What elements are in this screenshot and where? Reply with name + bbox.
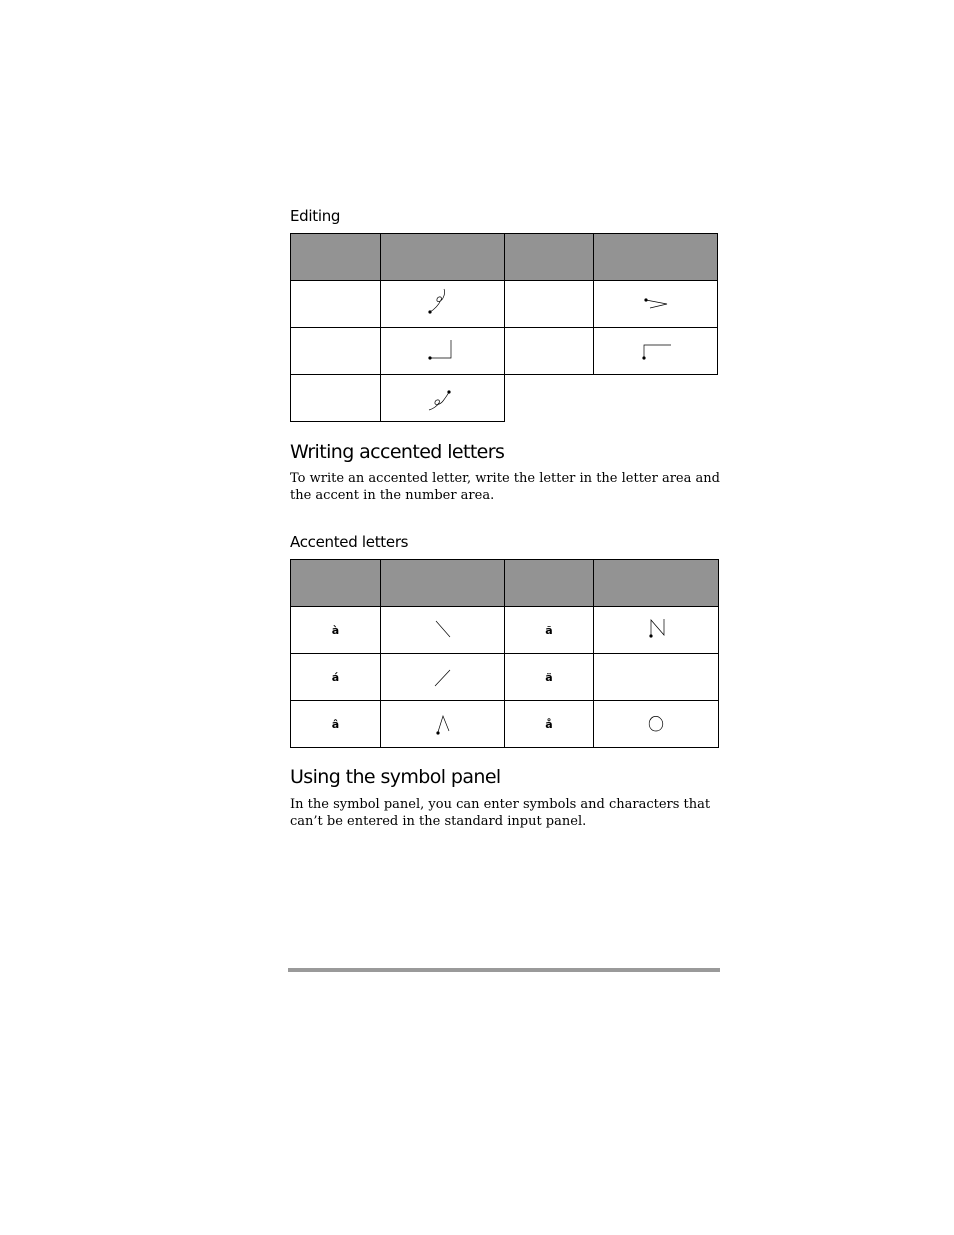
table-row — [291, 607, 719, 654]
accent-stroke-cell — [594, 701, 719, 748]
accented-header-row — [291, 560, 719, 607]
editing-header-cell — [594, 234, 718, 281]
table-row — [291, 281, 718, 328]
editing-gesture-cell — [381, 281, 505, 328]
accented-header-cell — [594, 560, 719, 607]
editing-gesture-cell — [381, 328, 505, 375]
accented-header-cell — [381, 560, 505, 607]
accented-letter: á — [291, 654, 381, 701]
loop-up-gesture-icon — [423, 287, 463, 321]
editing-gesture-cell — [381, 375, 505, 422]
editing-caption: Editing — [290, 207, 341, 225]
accented-letter: â — [291, 701, 381, 748]
editing-header-row — [291, 234, 718, 281]
section-heading: Using the symbol panel — [290, 766, 501, 788]
accent-stroke-cell — [381, 654, 505, 701]
tilde-stroke-icon — [636, 615, 676, 645]
section-body: In the symbol panel, you can enter symbols and characters that can’t be entered in the standard input panel. — [290, 797, 711, 829]
ring-stroke-icon — [636, 709, 676, 739]
corner-right-gesture-icon — [636, 334, 676, 368]
table-row — [291, 328, 718, 375]
accented-letter: à — [291, 607, 381, 654]
accent-stroke-cell — [594, 654, 719, 701]
accent-stroke-cell — [594, 607, 719, 654]
editing-header-cell — [381, 234, 505, 281]
accented-caption: Accented letters — [290, 533, 409, 551]
editing-function-cell — [505, 281, 594, 328]
loop-down-gesture-icon — [423, 381, 463, 415]
accented-header-cell — [505, 560, 594, 607]
accented-table — [290, 559, 719, 748]
accent-stroke-cell — [381, 607, 505, 654]
editing-header-cell — [291, 234, 381, 281]
editing-function-cell — [291, 375, 381, 422]
editing-gesture-cell — [594, 328, 718, 375]
editing-gesture-cell — [594, 281, 718, 328]
table-row — [291, 654, 719, 701]
table-row — [291, 701, 719, 748]
accented-letter: å — [505, 701, 594, 748]
section-heading: Writing accented letters — [290, 441, 505, 463]
footer-rule — [288, 968, 720, 972]
left-angle-gesture-icon — [636, 287, 676, 321]
acute-stroke-icon — [423, 662, 463, 692]
accented-letter: ã — [505, 607, 594, 654]
editing-function-cell — [505, 328, 594, 375]
accent-stroke-cell — [381, 701, 505, 748]
editing-function-cell — [291, 328, 381, 375]
grave-stroke-icon — [423, 615, 463, 645]
editing-header-cell — [505, 234, 594, 281]
corner-up-gesture-icon — [423, 334, 463, 368]
accented-letter: ä — [505, 654, 594, 701]
section-body: To write an accented letter, write the letter in the letter area and the accent in the number area. — [290, 471, 720, 503]
table-row — [291, 375, 718, 422]
circumflex-stroke-icon — [423, 709, 463, 739]
accented-header-cell — [291, 560, 381, 607]
editing-function-cell — [291, 281, 381, 328]
editing-table — [290, 233, 718, 422]
